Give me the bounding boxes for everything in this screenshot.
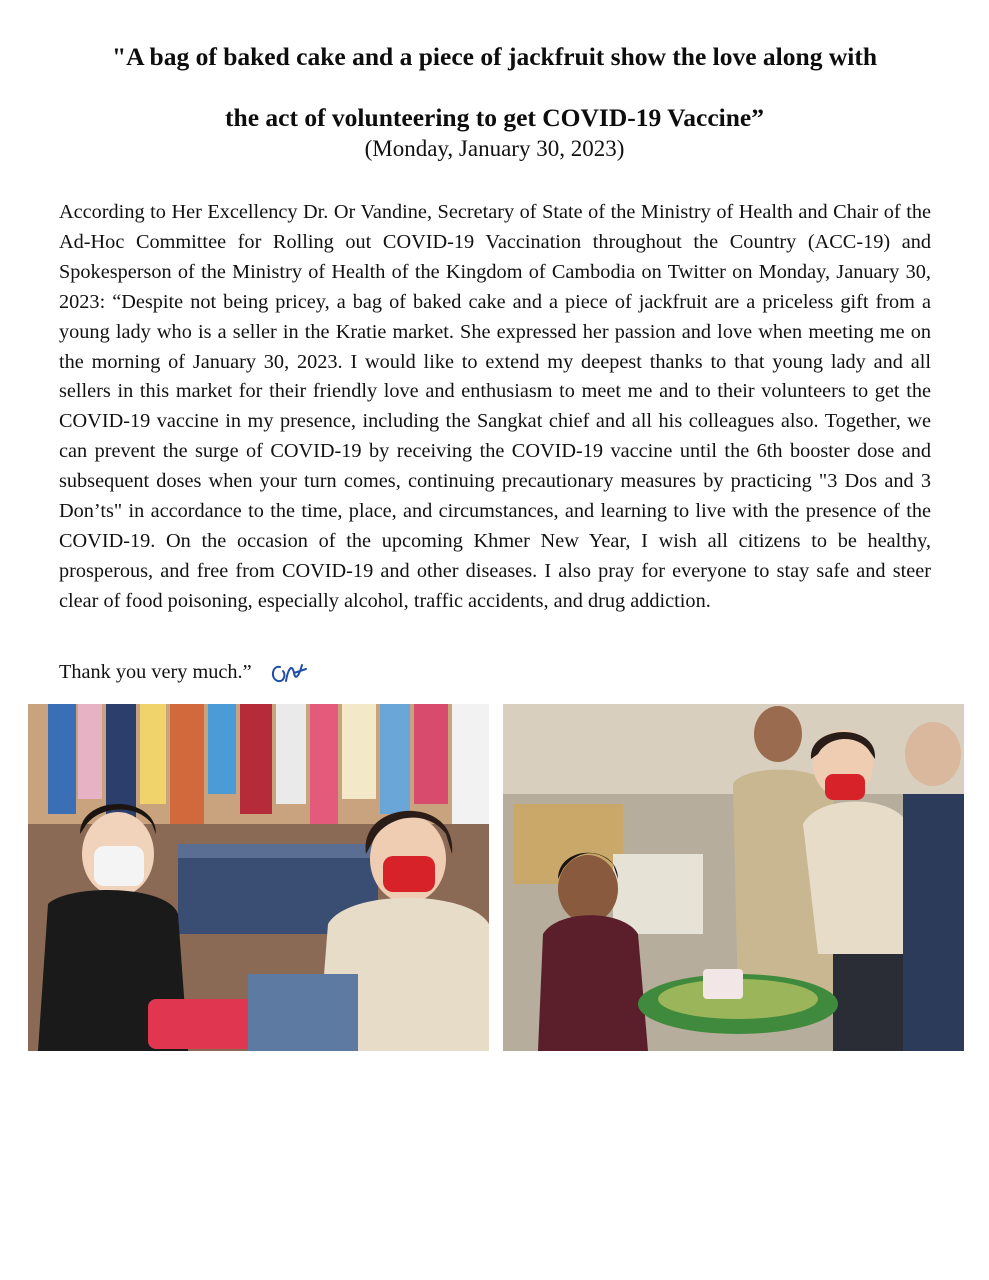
clothing-stall-scene xyxy=(28,704,489,1051)
market-photo-right xyxy=(503,704,964,1051)
body-paragraph: According to Her Excellency Dr. Or Vandine, Secretary of State of the Ministry of Health and Chair of the Ad-Hoc Committee for Rolling out COVID-19 Vaccination throughout the Country (ACC-19) and Spokesperson of the Ministry of Health of the Kingdom of Cambodia on Twitter on Monday, January 30, 2023: “Despite not being pricey, a bag of baked cake and a piece of jackfruit are a priceless gift from a young lady who is a seller in the Kratie market. She expressed her passion and love when meeting me on the morning of January 30, 2023. I would like to extend my deepest thanks to that young lady and all sellers in this market for their friendly love and enthusiasm to meet me and to their volunteers to get the COVID-19 vaccine in my presence, including the Sangkat chief and all his colleagues also. Together, we can prevent the surge of COVID-19 by receiving the COVID-19 vaccine until the 6th booster dose and subsequent doses when your turn comes, continuing precautionary measures by practicing "3 Dos and 3 Don’ts" in accordance to the time, place, and circumstances, and learning to live with the presence of the COVID-19. On the occasion of the upcoming Khmer New Year, I wish all citizens to be healthy, prosperous, and free from COVID-19 and other diseases. I also pray for everyone to stay safe and steer clear of food poisoning, especially alcohol, traffic accidents, and drug addiction. xyxy=(59,201,931,612)
closing-line xyxy=(59,657,312,687)
title-line-2: the act of volunteering to get COVID-19 Vaccine” xyxy=(225,103,764,132)
handwritten-signature xyxy=(268,657,312,687)
food-vendor-scene xyxy=(503,704,964,1051)
closing-text: Thank you very much.” xyxy=(59,660,252,683)
document-date: (Monday, January 30, 2023) xyxy=(364,136,625,161)
title-line-1: "A bag of baked cake and a piece of jackfruit show the love along with xyxy=(111,42,877,71)
market-photo-left xyxy=(28,704,489,1051)
document-title xyxy=(40,26,949,148)
